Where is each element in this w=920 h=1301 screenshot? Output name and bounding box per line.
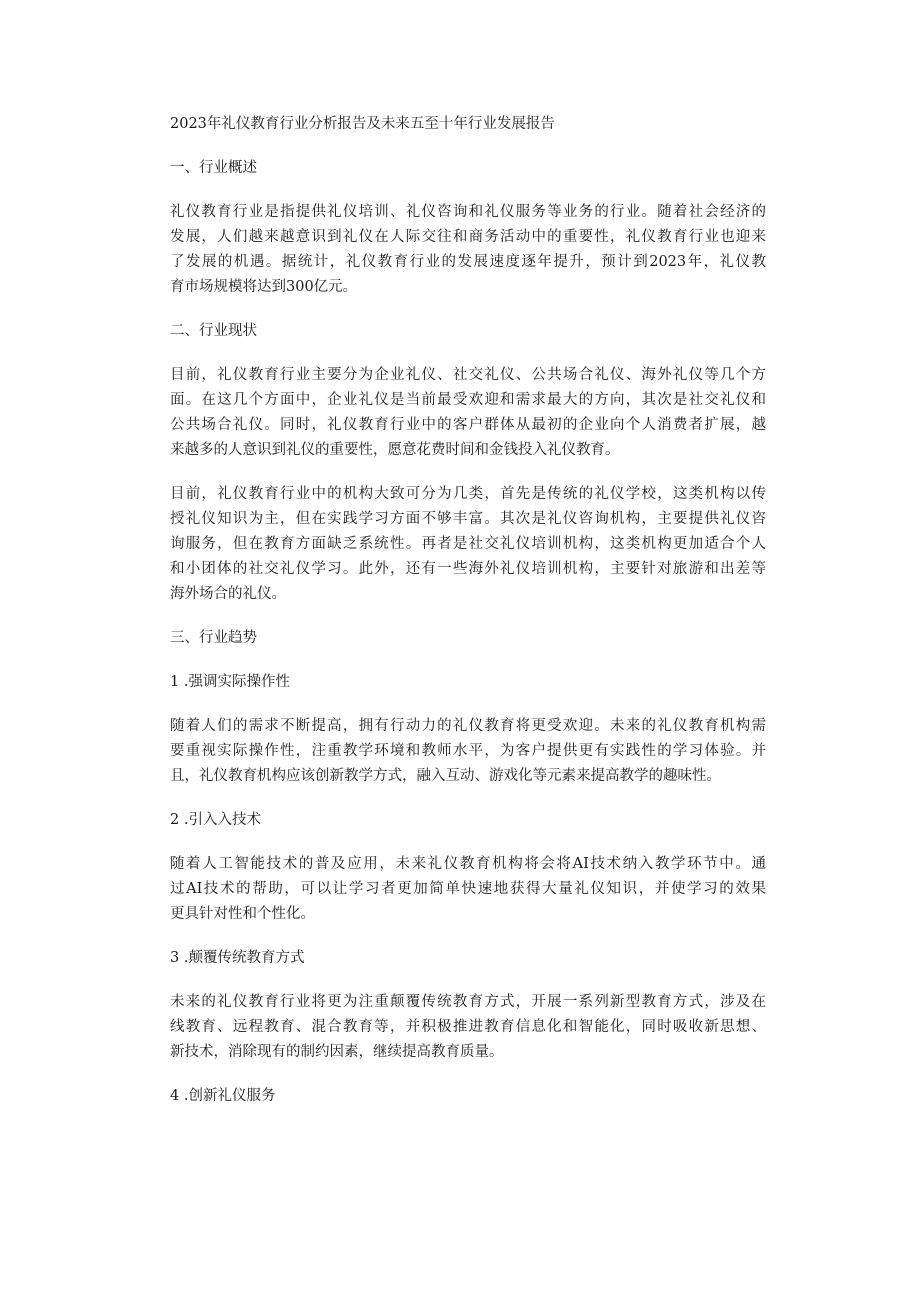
paragraph-line: 且，礼仪教育机构应该创新教学方式，融入互动、游戏化等元素来提高教学的趣味性。 <box>170 768 721 784</box>
paragraph-line: 面。在这几个方面中，企业礼仪是当前最受欢迎和需求最大的方向，其次是社交礼仪和 <box>170 392 766 408</box>
paragraph-line: 过AI技术的帮助，可以让学习者更加简单快速地获得大量礼仪知识，并使学习的效果 <box>170 881 766 897</box>
paragraph-line: 线教育、远程教育、混合教育等，并积极推进教育信息化和智能化，同时吸收新思想、 <box>170 1019 766 1035</box>
paragraph-line: 了发展的机遇。据统计，礼仪教育行业的发展速度逐年提升，预计到2023年，礼仪教 <box>170 254 766 270</box>
paragraph-line: 目前，礼仪教育行业中的机构大致可分为几类，首先是传统的礼仪学校，这类机构以传 <box>170 486 766 502</box>
trend-heading-4: 4 .创新礼仪服务 <box>170 1088 276 1104</box>
paragraph-line: 更具针对性和个性化。 <box>170 906 315 922</box>
paragraph-line: 育市场规模将达到300亿元。 <box>170 279 358 295</box>
paragraph-trend-2 <box>170 852 766 927</box>
trend-heading-1: 1 .强调实际操作性 <box>170 674 290 690</box>
paragraph-line: 来越多的人意识到礼仪的重要性，愿意花费时间和金钱投入礼仪教育。 <box>170 442 620 458</box>
paragraph-line: 随着人们的需求不断提高，拥有行动力的礼仪教育将更受欢迎。未来的礼仪教育机构需 <box>170 718 766 734</box>
paragraph-line: 公共场合礼仪。同时，礼仪教育行业中的客户群体从最初的企业向个人消费者扩展，越 <box>170 417 766 433</box>
paragraph-line: 要重视实际操作性，注重教学环境和教师水平，为客户提供更有实践性的学习体验。并 <box>170 743 766 759</box>
paragraph-line: 随着人工智能技术的普及应用，未来礼仪教育机构将会将AI技术纳入教学环节中。通 <box>170 856 766 872</box>
paragraph-line: 询服务，但在教育方面缺乏系统性。再者是社交礼仪培训机构，这类机构更加适合个人 <box>170 536 766 552</box>
trend-heading-3: 3 .颠覆传统教育方式 <box>170 950 305 966</box>
paragraph-trend-3 <box>170 990 766 1065</box>
paragraph-line: 海外场合的礼仪。 <box>170 586 286 602</box>
trend-heading-2: 2 .引入入技术 <box>170 812 261 828</box>
document-page <box>170 112 766 1128</box>
section-heading-trends: 三、行业趋势 <box>170 630 257 646</box>
section-heading-status: 二、行业现状 <box>170 323 257 339</box>
paragraph-trend-1 <box>170 714 766 789</box>
paragraph-line: 和小团体的社交礼仪学习。此外，还有一些海外礼仪培训机构，主要针对旅游和出差等 <box>170 561 766 577</box>
document-title: 2023年礼仪教育行业分析报告及未来五至十年行业发展报告 <box>170 116 555 132</box>
paragraph-overview <box>170 200 766 300</box>
paragraph-line: 未来的礼仪教育行业将更为注重颠覆传统教育方式，开展一系列新型教育方式，涉及在 <box>170 994 766 1010</box>
paragraph-status-1 <box>170 363 766 463</box>
section-heading-overview: 一、行业概述 <box>170 160 257 176</box>
paragraph-line: 新技术，消除现有的制约因素，继续提高教育质量。 <box>170 1044 504 1060</box>
paragraph-status-2 <box>170 482 766 607</box>
paragraph-line: 礼仪教育行业是指提供礼仪培训、礼仪咨询和礼仪服务等业务的行业。随着社会经济的 <box>170 204 766 220</box>
paragraph-line: 发展，人们越来越意识到礼仪在人际交往和商务活动中的重要性，礼仪教育行业也迎来 <box>170 229 766 245</box>
paragraph-line: 授礼仪知识为主，但在实践学习方面不够丰富。其次是礼仪咨询机构，主要提供礼仪咨 <box>170 511 766 527</box>
paragraph-line: 目前，礼仪教育行业主要分为企业礼仪、社交礼仪、公共场合礼仪、海外礼仪等几个方 <box>170 367 766 383</box>
